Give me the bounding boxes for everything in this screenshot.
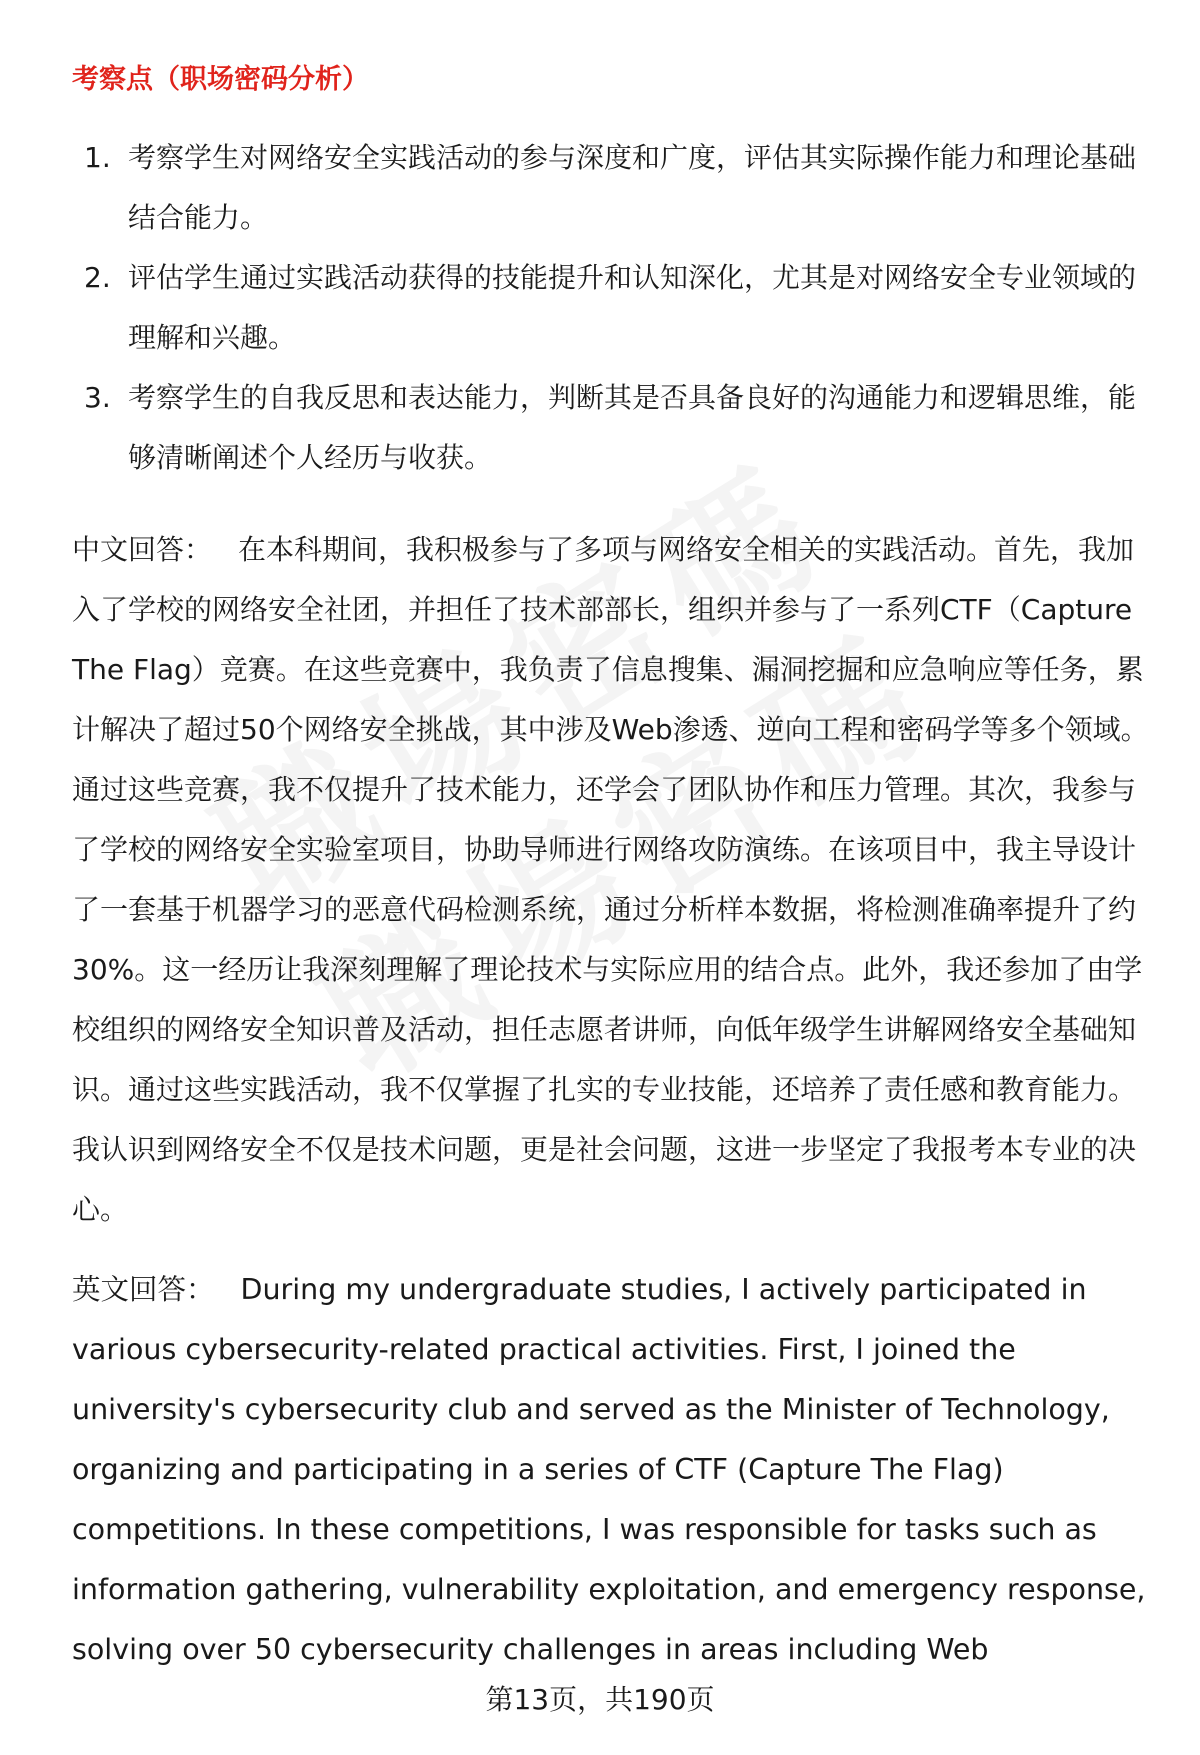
list-item-number: 1. [84,141,111,174]
chinese-answer-label: 中文回答： [72,533,213,566]
page-number-footer: 第13页，共190页 [485,1683,715,1716]
list-item-number: 3. [84,381,111,414]
list-item-number: 2. [84,261,111,294]
english-answer-text: During my undergraduate studies, I actively participated in various cybersecurity-related practical activities. First, I joined the university's cybersecurity club and served as the Minister of Technology, organizing and participating in a series of CTF (Capture The Flag) competitions. In these competitions, I was responsible for tasks such as information gathering, vulnerability exploitation, and emergency response, solving over 50 cybersecurity challenges in areas including Web [72,1273,1146,1666]
chinese-answer-text: 在本科期间，我积极参与了多项与网络安全相关的实践活动。首先，我加入了学校的网络安全社团，并担任了技术部部长，组织并参与了一系列CTF（Capture The Flag）竞赛。在这些竞赛中，我负责了信息搜集、漏洞挖掘和应急响应等任务，累计解决了超过50个网络安全挑战，其中涉及Web渗透、逆向工程和密码学等多个领域。通过这些竞赛，我不仅提升了技术能力，还学会了团队协作和压力管理。其次，我参与了学校的网络安全实验室项目，协助导师进行网络攻防演练。在该项目中，我主导设计了一套基于机器学习的恶意代码检测系统，通过分析样本数据，将检测准确率提升了约30%。这一经历让我深刻理解了理论技术与实际应用的结合点。此外，我还参加了由学校组织的网络安全知识普及活动，担任志愿者讲师，向低年级学生讲解网络安全基础知识。通过这些实践活动，我不仅掌握了扎实的专业技能，还培养了责任感和教育能力。我认识到网络安全不仅是技术问题，更是社会问题，这进一步坚定了我报考本专业的决心。 [72,533,1149,1226]
list-item-text: 考察学生的自我反思和表达能力，判断其是否具备良好的沟通能力和逻辑思维，能够清晰阐述个人经历与收获。 [128,381,1137,474]
assessment-points-list [72,128,1152,488]
english-answer-paragraph [72,1260,1157,1680]
list-item [72,128,1152,248]
section-title: 考察点（职场密码分析） [72,64,369,95]
list-item-text: 评估学生通过实践活动获得的技能提升和认知深化，尤其是对网络安全专业领域的理解和兴趣。 [128,261,1137,354]
list-item-text: 考察学生对网络安全实践活动的参与深度和广度，评估其实际操作能力和理论基础结合能力。 [128,141,1137,234]
list-item [72,248,1152,368]
list-item [72,368,1152,488]
chinese-answer-paragraph [72,520,1157,1240]
english-answer-label: 英文回答： [72,1273,215,1306]
